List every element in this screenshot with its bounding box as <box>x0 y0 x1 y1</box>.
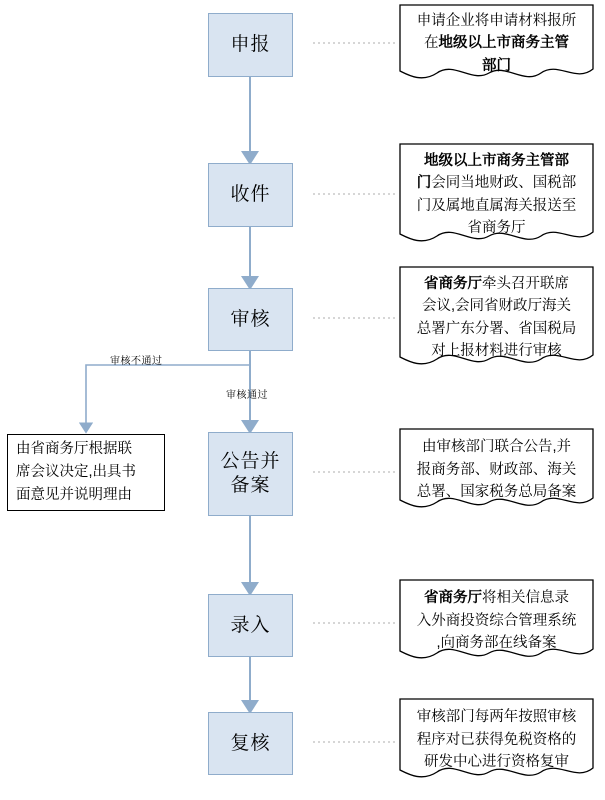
stage-announce-label-line2: 备案 <box>230 475 271 496</box>
edge-label-pass: 审核通过 <box>226 390 268 401</box>
stage-recheck[interactable] <box>208 712 293 775</box>
note-announce-text: 由审核部门联合公告,并 报商务部、财政部、海关 总署、国家税务总局备案 <box>416 439 577 501</box>
stage-entry[interactable] <box>208 594 293 657</box>
note-announce <box>398 427 595 513</box>
note-receive-text: 地级以上市商务主管部 门会同当地财政、国税部 门及属地直属海关报送至 省商务厅 <box>416 152 577 236</box>
note-declare-text: 申请企业将申请材料报所 在地级以上市商务主管 部门 <box>416 12 577 74</box>
stage-review[interactable] <box>208 288 293 351</box>
stage-declare-label: 申报 <box>230 34 271 56</box>
note-recheck-text: 审核部门每两年按照审核 程序对已获得免税资格的 研发中心进行资格复审 <box>416 709 577 771</box>
edge-label-fail: 审核不通过 <box>110 356 163 367</box>
note-review <box>398 265 595 370</box>
stage-declare[interactable] <box>208 13 293 77</box>
reject-outcome-box <box>7 434 165 511</box>
note-declare <box>398 3 595 84</box>
note-entry <box>398 578 595 664</box>
stage-receive-label: 收件 <box>230 184 271 206</box>
note-receive <box>398 142 595 247</box>
stage-review-label: 审核 <box>230 308 271 330</box>
reject-outcome-text: 由省商务厅根据联 席会议决定,出具书 面意见并说明理由 <box>16 440 137 504</box>
stage-receive[interactable] <box>208 163 293 227</box>
note-recheck <box>398 697 595 783</box>
stage-announce-label-line1: 公告并 <box>220 451 281 473</box>
stage-recheck-label: 复核 <box>230 732 271 754</box>
stage-announce[interactable] <box>208 432 293 516</box>
note-entry-text: 省商务厅将相关信息录 入外商投资综合管理系统 ,向商务部在线备案 <box>416 590 577 652</box>
stage-entry-label: 录入 <box>230 614 271 636</box>
note-review-text: 省商务厅牵头召开联席 会议,会同省财政厅海关 总署广东分署、省国税局 对上报材料进行审核 <box>416 275 577 359</box>
